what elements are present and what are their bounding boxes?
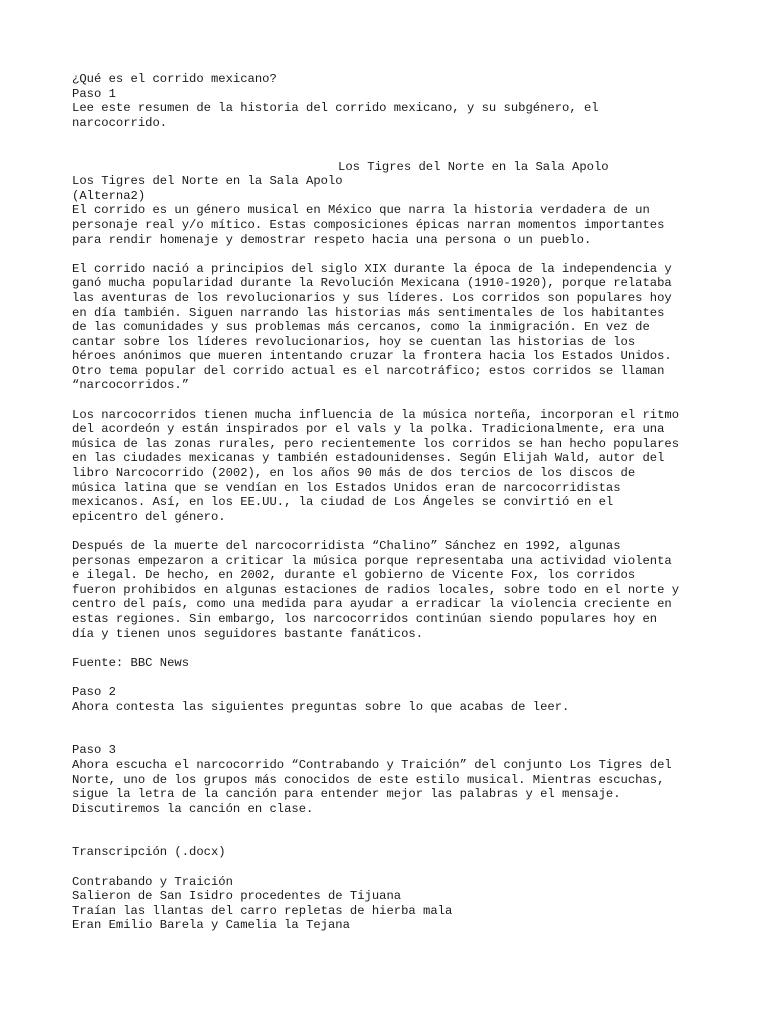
paragraph-line: El corrido es un género musical en México que narra la historia verdadera de un — [72, 203, 650, 218]
intro-line: Lee este resumen de la historia del corrido mexicano, y su subgénero, el — [72, 101, 599, 116]
spacer — [72, 714, 712, 729]
paragraph-line: del acordeón y están inspirados por el vals y la polka. Tradicionalmente, era una — [72, 422, 665, 437]
paragraph-line: de las comunidades y sus problemas más cercanos, como la inmigración. En vez de — [72, 320, 650, 335]
step-2-instructions: Ahora contesta las siguientes preguntas sobre lo que acabas de leer. — [72, 699, 570, 714]
image-placeholder-caption: Los Tigres del Norte en la Sala Apolo — [338, 159, 609, 174]
spacer — [72, 393, 712, 408]
lyrics-line: Salieron de San Isidro procedentes de Tijuana — [72, 889, 402, 904]
spacer — [72, 816, 712, 831]
step-2-label: Paso 2 — [72, 684, 116, 699]
spacer — [72, 670, 712, 685]
paragraph-line: personaje real y/o mítico. Estas composiciones épicas narran momentos importantes — [72, 217, 665, 232]
paragraph-line: centro del país, como una medida para ayudar a erradicar la violencia creciente en — [72, 597, 672, 612]
paragraph-line: en las ciudades mexicanas y también estadounidenses. Según Elijah Wald, autor del — [72, 451, 665, 466]
page-title: ¿Qué es el corrido mexicano? — [72, 72, 277, 86]
lyrics-title: Contrabando y Traición — [72, 874, 233, 889]
paragraph-line: epicentro del género. — [72, 509, 226, 524]
paragraph-line: música latina que se vendían en los Estados Unidos eran de narcocorridistas — [72, 480, 621, 495]
paragraph-line: El corrido nació a principios del siglo XIX durante la época de la independencia y — [72, 261, 672, 276]
paragraph-line: Otro tema popular del corrido actual es el narcotráfico; estos corridos se llaman — [72, 363, 665, 378]
paragraph-line: e ilegal. De hecho, en 2002, durante el gobierno de Vicente Fox, los corridos — [72, 568, 636, 583]
step-3-instructions: Norte, uno de los grupos más conocidos de este estilo musical. Mientras escuchas, — [72, 772, 665, 787]
step-3-instructions: sigue la letra de la canción para entender mejor las palabras y el mensaje. — [72, 787, 621, 802]
paragraph-line: fueron prohibidos en algunas estaciones de radios locales, sobre todo en el norte y — [72, 582, 680, 597]
intro-line: narcocorrido. — [72, 115, 168, 130]
paragraph-line: héroes anónimos que mueren intentando cruzar la frontera hacia los Estados Unidos. — [72, 349, 672, 364]
source-credit: Fuente: BBC News — [72, 655, 190, 670]
paragraph-line: en día también. Siguen narrando las historias más sentimentales de los habitantes — [72, 305, 665, 320]
paragraph-line: estas regiones. Sin embargo, los narcocorridos continúan siendo populares hoy en — [72, 611, 658, 626]
paragraph-line: Los narcocorridos tienen mucha influencia de la música norteña, incorporan el ritmo — [72, 407, 680, 422]
paragraph-line: “narcocorridos.” — [72, 378, 190, 393]
spacer — [72, 831, 712, 846]
document-page — [72, 72, 712, 933]
paragraph-line: Después de la muerte del narcocorridista “Chalino” Sánchez en 1992, algunas — [72, 539, 621, 553]
spacer — [72, 247, 712, 262]
step-1-label: Paso 1 — [72, 86, 116, 101]
paragraph-line: cantar sobre los líderes revolucionarios, hoy se cuentan las historias de los — [72, 334, 636, 349]
step-3-instructions: Discutiremos la canción en clase. — [72, 801, 314, 816]
paragraph-line: mexicanos. Así, en los EE.UU., la ciudad de Los Ángeles se convirtió en el — [72, 495, 614, 510]
spacer — [72, 524, 712, 539]
paragraph-line: libro Narcocorrido (2002), en los años 90 más de dos tercios de los discos de — [72, 466, 636, 481]
transcription-link[interactable]: Transcripción (.docx) — [72, 845, 226, 860]
image-alt-text: Los Tigres del Norte en la Sala Apolo — [72, 174, 343, 189]
spacer — [72, 729, 712, 744]
paragraph-line: para rendir homenaje y demostrar respeto hacia una persona o un pueblo. — [72, 232, 592, 247]
paragraph-line: música de las zonas rurales, pero recientemente los corridos se han hecho populares — [72, 436, 680, 451]
spacer — [72, 860, 712, 875]
paragraph-line: las aventuras de los revolucionarios y sus líderes. Los corridos son populares hoy — [72, 290, 672, 305]
image-credit: (Alterna2) — [72, 188, 146, 203]
lyrics-line: Traían las llantas del carro repletas de hierba mala — [72, 903, 453, 918]
lyrics-line: Eran Emilio Barela y Camelia la Tejana — [72, 918, 350, 933]
step-3-label: Paso 3 — [72, 743, 116, 758]
paragraph-line: día y tienen unos seguidores bastante fanáticos. — [72, 626, 424, 641]
spacer — [72, 641, 712, 656]
paragraph-line: personas empezaron a criticar la música porque representaba una actividad violenta — [72, 553, 672, 568]
spacer — [72, 130, 712, 145]
paragraph-line: ganó mucha popularidad durante la Revolución Mexicana (1910-1920), porque relataba — [72, 276, 672, 291]
spacer — [72, 145, 712, 160]
step-3-instructions: Ahora escucha el narcocorrido “Contrabando y Traición” del conjunto Los Tigres del — [72, 757, 672, 772]
